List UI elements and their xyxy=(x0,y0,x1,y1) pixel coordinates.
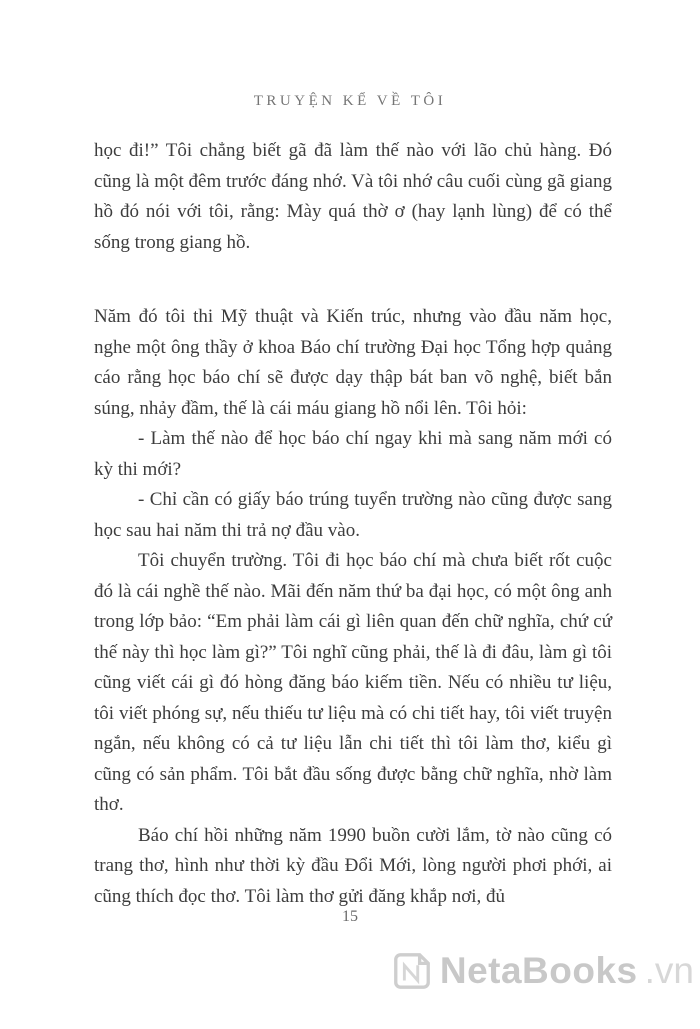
watermark-tld: .vn xyxy=(644,950,694,991)
paragraph-continuation: học đi!” Tôi chẳng biết gã đã làm thế nào với lão chủ hàng. Đó cũng là một đêm trước đáng nhớ. Và tôi nhớ câu cuối cùng gã giang hồ đó nói với tôi, rằng: Mày quá thờ ơ (hay lạnh lùng) để có thể sống trong giang hồ. xyxy=(94,140,612,253)
text-block xyxy=(94,136,612,912)
running-header: TRUYỆN KỂ VỀ TÔI xyxy=(253,93,447,109)
paragraph: Báo chí hồi những năm 1990 buồn cười lắm, tờ nào cũng có trang thơ, hình như thời kỳ đầu Đổi Mới, lòng người phơi phới, ai cũng thích đọc thơ. Tôi làm thơ gửi đăng khắp nơi, đủ xyxy=(94,824,612,907)
paragraph: Năm đó tôi thi Mỹ thuật và Kiến trúc, nhưng vào đầu năm học, nghe một ông thầy ở khoa Báo chí trường Đại học Tổng hợp quảng cáo rằng học báo chí sẽ được dạy thập bát ban võ nghệ, biết bắn súng, nhảy đầm, thế là cái máu giang hồ nổi lên. Tôi hỏi: xyxy=(94,306,612,419)
dialogue-line: - Làm thế nào để học báo chí ngay khi mà sang năm mới có kỳ thi mới? xyxy=(94,428,612,480)
netabooks-logo-icon xyxy=(391,950,433,992)
dialogue-line: - Chỉ cần có giấy báo trúng tuyển trường nào cũng được sang học sau hai năm thi trả nợ đầu vào. xyxy=(94,489,612,541)
page-number: 15 xyxy=(342,908,358,925)
watermark-brand: NetaBooks xyxy=(439,950,638,991)
paragraph: Tôi chuyển trường. Tôi đi học báo chí mà chưa biết rốt cuộc đó là cái nghề thế nào. Mãi đến năm thứ ba đại học, có một ông anh trong lớp bảo: “Em phải làm cái gì liên quan đến chữ nghĩa, chứ cứ thế này thì học làm gì?” Tôi nghĩ cũng phải, thế là đi đâu, làm gì tôi cũng viết cái gì đó hòng đăng báo kiếm tiền. Nếu có nhiều tư liệu, tôi viết phóng sự, nếu thiếu tư liệu mà có chi tiết hay, tôi viết truyện ngắn, nếu không có cả tư liệu lẫn chi tiết thì tôi làm thơ, kiểu gì cũng có sản phẩm. Tôi bắt đầu sống được bằng chữ nghĩa, nhờ làm thơ. xyxy=(94,550,612,815)
watermark xyxy=(391,950,694,992)
